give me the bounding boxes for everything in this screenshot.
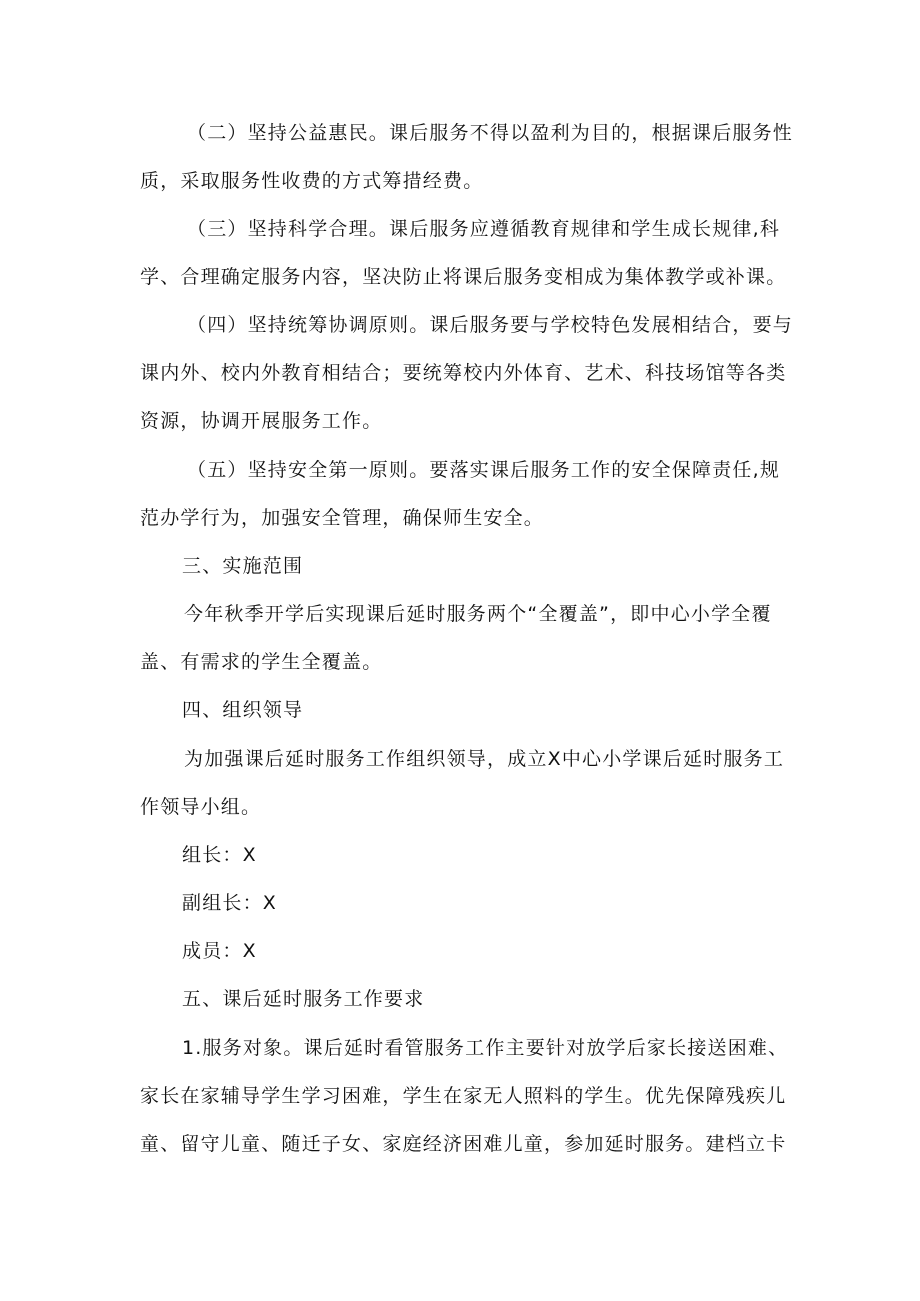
paragraph-line: 资源，协调开展服务工作。: [140, 410, 383, 432]
paragraph-line: 作领导小组。: [140, 796, 262, 818]
member-line: 副组长：X: [182, 892, 278, 914]
paragraph-line: 范办学行为，加强安全管理，确保师生安全。: [140, 507, 545, 529]
section-heading: 三、实施范围: [182, 555, 304, 577]
paragraph-line: 学、合理确定服务内容，坚决防止将课后服务变相成为集体教学或补课。: [140, 266, 787, 288]
paragraph-line: 质，采取服务性收费的方式筹措经费。: [140, 170, 484, 192]
paragraph-line: 童、留守儿童、随迁子女、家庭经济困难儿童，参加延时服务。建档立卡: [140, 1133, 787, 1155]
paragraph-line: 盖、有需求的学生全覆盖。: [140, 651, 383, 673]
paragraph-line: 1.服务对象。课后延时看管服务工作主要针对放学后家长接送困难、: [182, 1037, 789, 1059]
paragraph-line: 家长在家辅导学生学习困难，学生在家无人照料的学生。优先保障残疾儿: [140, 1085, 787, 1107]
paragraph-line: （五）坚持安全第一原则。要落实课后服务工作的安全保障责任,规: [187, 459, 781, 481]
member-line: 成员：X: [182, 940, 257, 962]
paragraph-line: 今年秋季开学后实现课后延时服务两个“全覆盖”，即中心小学全覆: [184, 603, 772, 625]
paragraph-line: （三）坚持科学合理。课后服务应遵循教育规律和学生成长规律,科: [187, 218, 781, 240]
paragraph-line: 为加强课后延时服务工作组织领导，成立X中心小学课后延时服务工: [184, 748, 785, 770]
paragraph-line: （四）坚持统筹协调原则。课后服务要与学校特色发展相结合，要与: [187, 314, 794, 336]
section-heading: 五、课后延时服务工作要求: [182, 988, 425, 1010]
paragraph-line: （二）坚持公益惠民。课后服务不得以盈利为目的，根据课后服务性: [187, 122, 794, 144]
member-line: 组长：X: [182, 844, 257, 866]
paragraph-line: 课内外、校内外教育相结合；要统筹校内外体育、艺术、科技场馆等各类: [140, 362, 787, 384]
section-heading: 四、组织领导: [182, 699, 304, 721]
